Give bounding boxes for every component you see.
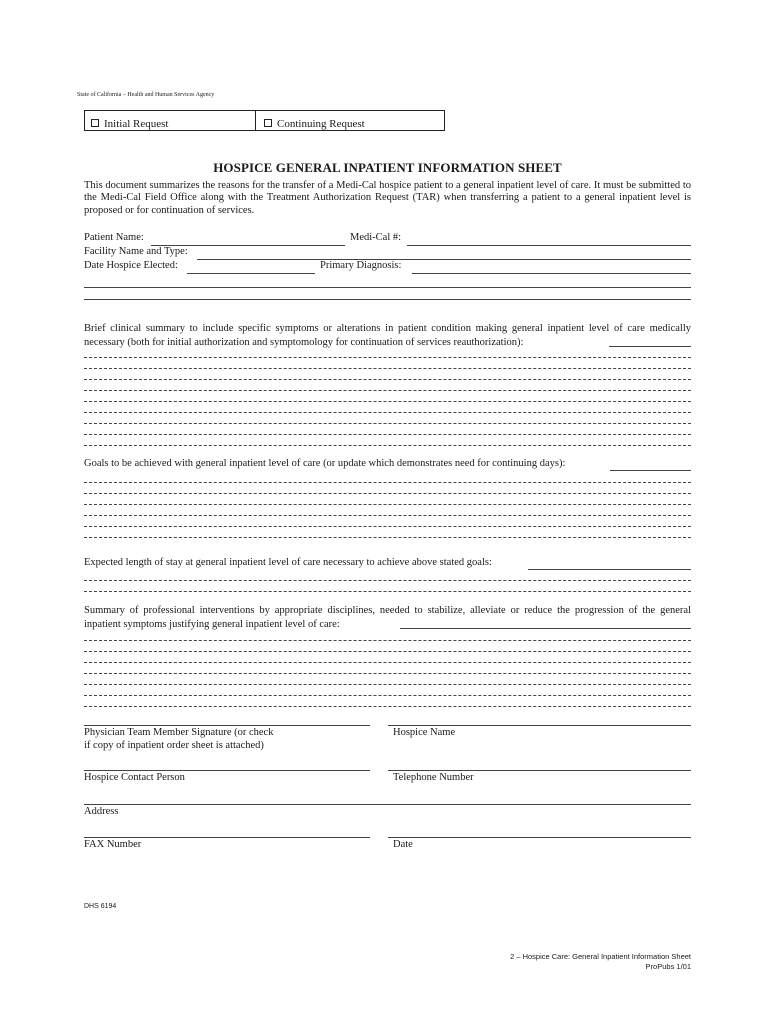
patient-name-label: Patient Name: — [84, 232, 144, 243]
date-elected-label: Date Hospice Elected: — [84, 260, 178, 271]
interventions-line[interactable] — [84, 673, 691, 674]
facility-label: Facility Name and Type: — [84, 246, 188, 257]
continuing-request-checkbox[interactable] — [264, 119, 272, 127]
goals-line[interactable] — [84, 526, 691, 527]
fax-field[interactable] — [84, 837, 370, 838]
physician-signature-label — [84, 727, 273, 752]
goals-field[interactable] — [610, 470, 691, 471]
date-elected-field[interactable] — [187, 273, 315, 274]
initial-request-checkbox[interactable] — [91, 119, 99, 127]
facility-field[interactable] — [197, 259, 691, 260]
medi-cal-label: Medi-Cal #: — [350, 232, 402, 243]
interventions-line[interactable] — [84, 706, 691, 707]
clinical-summary-line[interactable] — [84, 434, 691, 435]
physician-signature-field[interactable] — [84, 725, 370, 726]
clinical-summary-line[interactable] — [84, 412, 691, 413]
length-of-stay-line[interactable] — [84, 580, 691, 581]
diagnosis-extra-line[interactable] — [84, 287, 691, 288]
telephone-label: Telephone Number — [393, 772, 474, 783]
length-of-stay-prompt: Expected length of stay at general inpatient level of care necessary to achieve above stated goals: — [84, 557, 492, 568]
medi-cal-field[interactable] — [407, 245, 691, 246]
telephone-field[interactable] — [388, 770, 691, 771]
diagnosis-extra-line[interactable] — [84, 299, 691, 300]
contact-person-label: Hospice Contact Person — [84, 772, 185, 783]
interventions-line[interactable] — [84, 684, 691, 685]
interventions-line[interactable] — [84, 695, 691, 696]
footer-page-label: 2 – Hospice Care: General Inpatient Information Sheet — [510, 952, 691, 961]
interventions-prompt: Summary of professional interventions by appropriate disciplines, needed to stabilize, alleviate or reduce the progression of the general inpatient symptoms justifying general inpatient level of care: — [84, 605, 691, 630]
interventions-field[interactable] — [400, 628, 691, 629]
length-of-stay-field[interactable] — [528, 569, 691, 570]
clinical-summary-line[interactable] — [84, 379, 691, 380]
agency-header: State of California – Health and Human Services Agency — [77, 92, 215, 98]
contact-person-field[interactable] — [84, 770, 370, 771]
page-footer — [510, 952, 691, 972]
goals-line[interactable] — [84, 515, 691, 516]
clinical-summary-prompt: Brief clinical summary to include specific symptoms or alterations in patient condition making general inpatient level of care medically necessary (both for initial authorization and symptomology for continuation of services reauthorization): — [84, 323, 691, 348]
length-of-stay-line[interactable] — [84, 591, 691, 592]
clinical-summary-line[interactable] — [84, 423, 691, 424]
clinical-summary-line[interactable] — [84, 401, 691, 402]
diagnosis-field[interactable] — [412, 273, 691, 274]
physician-signature-label-line1: Physician Team Member Signature (or check — [84, 727, 274, 738]
continuing-request-option[interactable] — [256, 111, 444, 130]
fax-label: FAX Number — [84, 839, 142, 850]
address-field[interactable] — [84, 804, 691, 805]
request-type-box — [84, 110, 445, 131]
clinical-summary-field[interactable] — [609, 346, 691, 347]
hospice-name-label: Hospice Name — [393, 727, 456, 738]
form-number: DHS 6194 — [84, 903, 117, 910]
goals-line[interactable] — [84, 482, 691, 483]
address-label: Address — [84, 806, 119, 817]
physician-signature-label-line2: if copy of inpatient order sheet is attached) — [84, 739, 264, 751]
date-field[interactable] — [388, 837, 691, 838]
initial-request-label: Initial Request — [104, 118, 169, 130]
interventions-line[interactable] — [84, 640, 691, 641]
clinical-summary-line[interactable] — [84, 357, 691, 358]
interventions-line[interactable] — [84, 662, 691, 663]
intro-text: This document summarizes the reasons for the transfer of a Medi-Cal hospice patient to a general inpatient level of care. It must be submitted to the Medi-Cal Field Office along with the Treatment Authorization Request (TAR) when transferring a patient to a general inpatient level is proposed or for continuation of services. — [84, 180, 691, 216]
goals-line[interactable] — [84, 504, 691, 505]
diagnosis-label: Primary Diagnosis: — [320, 260, 402, 271]
goals-line[interactable] — [84, 493, 691, 494]
initial-request-option[interactable] — [85, 111, 256, 130]
clinical-summary-line[interactable] — [84, 368, 691, 369]
interventions-line[interactable] — [84, 651, 691, 652]
clinical-summary-line[interactable] — [84, 390, 691, 391]
date-label: Date — [393, 839, 413, 850]
goals-prompt: Goals to be achieved with general inpatient level of care (or update which demonstrates need for continuing days): — [84, 458, 566, 469]
hospice-name-field[interactable] — [388, 725, 691, 726]
continuing-request-label: Continuing Request — [277, 118, 365, 130]
clinical-summary-line[interactable] — [84, 445, 691, 446]
footer-pubs: ProPubs 1/01 — [645, 962, 691, 971]
goals-line[interactable] — [84, 537, 691, 538]
page-title: HOSPICE GENERAL INPATIENT INFORMATION SHEET — [213, 160, 562, 175]
